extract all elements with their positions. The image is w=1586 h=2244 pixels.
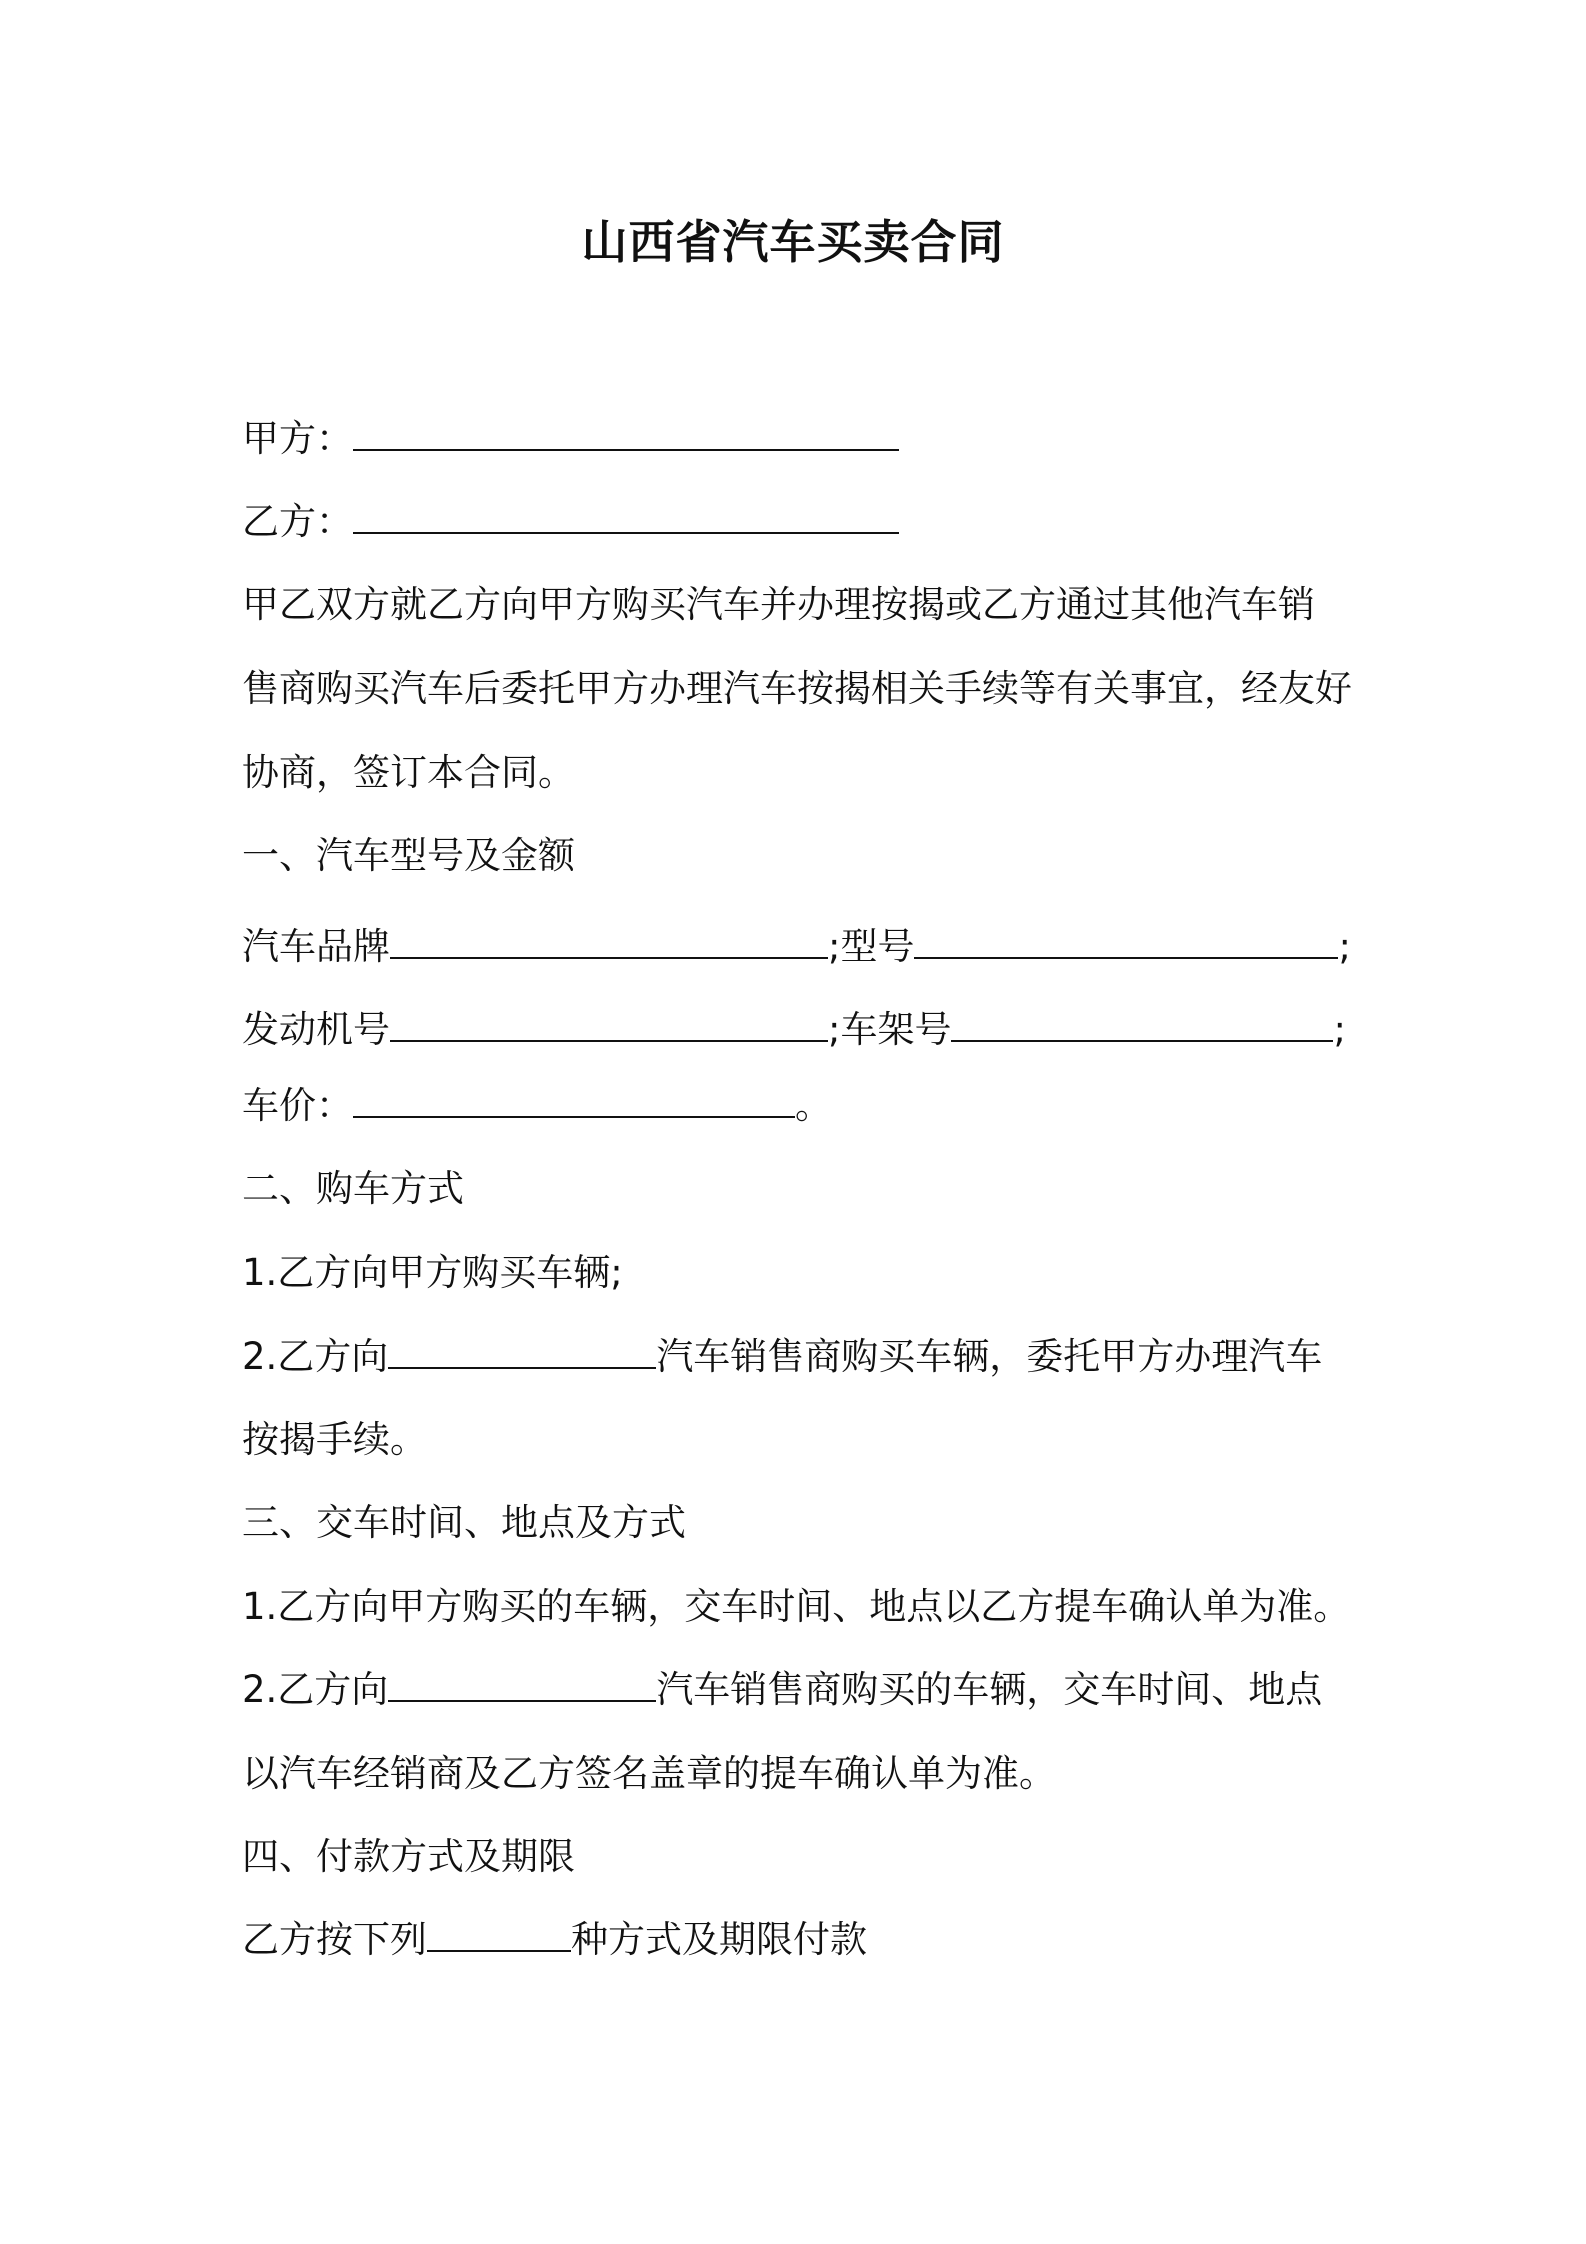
intro-line-2: 售商购买汽车后委托甲方办理汽车按揭相关手续等有关事宜，经友好 bbox=[242, 667, 1352, 710]
section1-heading: 一、汽车型号及金额 bbox=[242, 834, 575, 877]
party-b-line bbox=[242, 497, 899, 547]
engine-blank[interactable] bbox=[390, 1006, 828, 1042]
party-a-line bbox=[242, 414, 899, 464]
section3-item2-suffix: 汽车销售商购买的车辆，交车时间、地点 bbox=[656, 1668, 1323, 1711]
engine-label: 发动机号 bbox=[242, 1008, 390, 1051]
party-a-label: 甲方： bbox=[242, 417, 353, 460]
payment-prefix: 乙方按下列 bbox=[242, 1918, 427, 1961]
section2-heading: 二、购车方式 bbox=[242, 1167, 464, 1210]
price-end: 。 bbox=[795, 1084, 832, 1127]
payment-method-blank[interactable] bbox=[427, 1916, 571, 1952]
section2-item2-cont: 按揭手续。 bbox=[242, 1418, 427, 1461]
price-label: 车价： bbox=[242, 1084, 353, 1127]
price-line bbox=[242, 1081, 832, 1131]
section3-item2-prefix: 2.乙方向 bbox=[242, 1668, 389, 1711]
section4-heading: 四、付款方式及期限 bbox=[242, 1835, 575, 1878]
section2-item2-prefix: 2.乙方向 bbox=[242, 1335, 389, 1378]
brand-label: 汽车品牌 bbox=[242, 925, 390, 968]
frame-blank[interactable] bbox=[951, 1006, 1333, 1042]
section3-item2-cont: 以汽车经销商及乙方签名盖章的提车确认单为准。 bbox=[242, 1752, 1056, 1795]
party-b-label: 乙方： bbox=[242, 500, 353, 543]
section2-item2 bbox=[242, 1332, 1322, 1382]
section3-item1: 1.乙方向甲方购买的车辆，交车时间、地点以乙方提车确认单为准。 bbox=[242, 1585, 1351, 1628]
frame-label: ;车架号 bbox=[828, 1008, 952, 1051]
payment-line bbox=[242, 1915, 867, 1965]
intro-line-3: 协商，签订本合同。 bbox=[242, 751, 575, 794]
brand-model-line bbox=[242, 922, 1351, 972]
intro-line-1: 甲乙双方就乙方向甲方购买汽车并办理按揭或乙方通过其他汽车销 bbox=[242, 583, 1315, 626]
model-blank[interactable] bbox=[914, 923, 1338, 959]
party-a-blank[interactable] bbox=[353, 415, 899, 451]
party-b-blank[interactable] bbox=[353, 498, 899, 534]
model-label: ;型号 bbox=[828, 925, 915, 968]
section2-item1: 1.乙方向甲方购买车辆; bbox=[242, 1251, 623, 1294]
brand-blank[interactable] bbox=[390, 923, 828, 959]
section2-item2-suffix: 汽车销售商购买车辆，委托甲方办理汽车 bbox=[656, 1335, 1323, 1378]
section3-item2 bbox=[242, 1665, 1322, 1715]
dealer-blank-2[interactable] bbox=[388, 1666, 656, 1702]
engine-frame-line bbox=[242, 1005, 1346, 1055]
document-title: 山西省汽车买卖合同 bbox=[581, 215, 1005, 269]
end-semicolon: ; bbox=[1338, 925, 1351, 968]
dealer-blank-1[interactable] bbox=[388, 1333, 656, 1369]
price-blank[interactable] bbox=[353, 1082, 795, 1118]
section3-heading: 三、交车时间、地点及方式 bbox=[242, 1501, 686, 1544]
payment-suffix: 种方式及期限付款 bbox=[571, 1918, 867, 1961]
end-semicolon: ; bbox=[1333, 1008, 1346, 1051]
